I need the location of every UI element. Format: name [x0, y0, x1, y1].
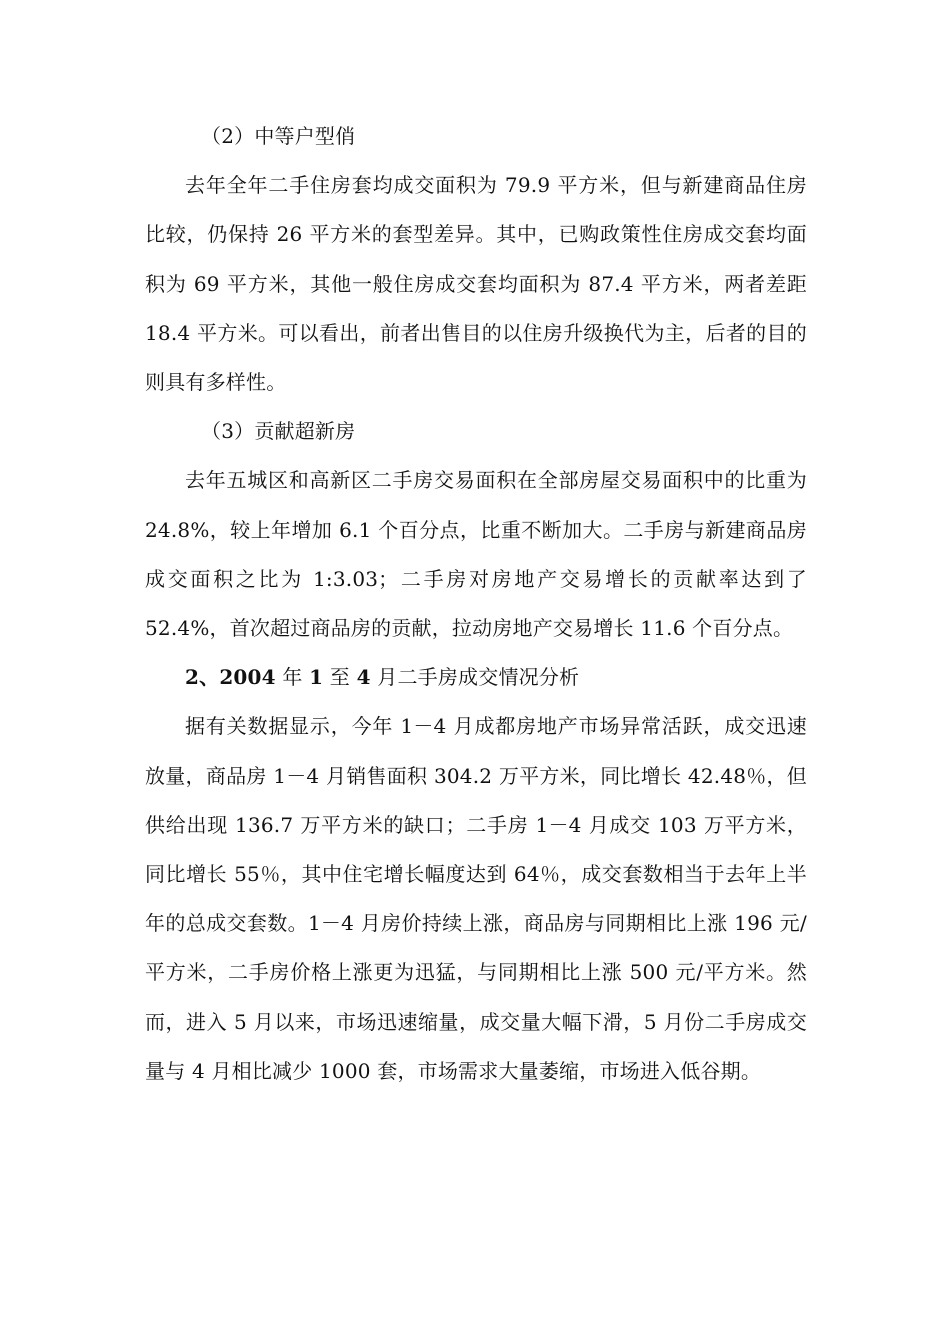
section-heading-part: 2、2004 [185, 665, 276, 690]
paragraph-contribution: 去年五城区和高新区二手房交易面积在全部房屋交易面积中的比重为 24.8%，较上年增加 6.1 个百分点，比重不断加大。二手房与新建商品房成交面积之比为 1:3.03；二手房对房地产交易增长的贡献率达到了 52.4%，首次超过商品房的贡献，拉动房地产交易增长 11.6 个百分点。 [145, 468, 807, 641]
section-heading-part: 年 [275, 665, 310, 690]
paragraph-2004-analysis: 据有关数据显示，今年 1－4 月成都房地产市场异常活跃，成交迅速放量，商品房 1－4 月销售面积 304.2 万平方米，同比增长 42.48％，但供给出现 136.7 万平方米的缺口；二手房 1－4 月成交 103 万平方米，同比增长 55％，其中住宅增长幅度达到 64％，成交套数相当于去年上半年的总成交套数。1－4 月房价持续上涨，商品房与同期相比上涨 196 元/平方米，二手房价格上涨更为迅猛，与同期相比上涨 500 元/平方米。然而，进入 5 月以来，市场迅速缩量，成交量大幅下滑，5 月份二手房成交量与 4 月相比减少 1000 套，市场需求大量萎缩，市场进入低谷期。 [145, 714, 807, 1083]
section-heading-part: 4 [356, 665, 371, 690]
section-heading-part: 至 [323, 665, 357, 690]
paragraph-average-area: 去年全年二手住房套均成交面积为 79.9 平方米，但与新建商品住房比较，仍保持 26 平方米的套型差异。其中，已购政策性住房成交套均面积为 69 平方米，其他一般住房成交套均面积为 87.4 平方米，两者差距 18.4 平方米。可以看出，前者出售目的以住房升级换代为主，后者的目的则具有多样性。 [145, 173, 807, 395]
subheading-contribution: （3）贡献超新房 [201, 419, 356, 444]
document-page [145, 112, 807, 1096]
section-heading-2004 [145, 653, 807, 702]
subheading-medium-unit: （2）中等户型俏 [201, 124, 356, 148]
section-heading-part: 月二手房成交情况分析 [370, 665, 580, 690]
section-heading-part: 1 [309, 665, 324, 690]
